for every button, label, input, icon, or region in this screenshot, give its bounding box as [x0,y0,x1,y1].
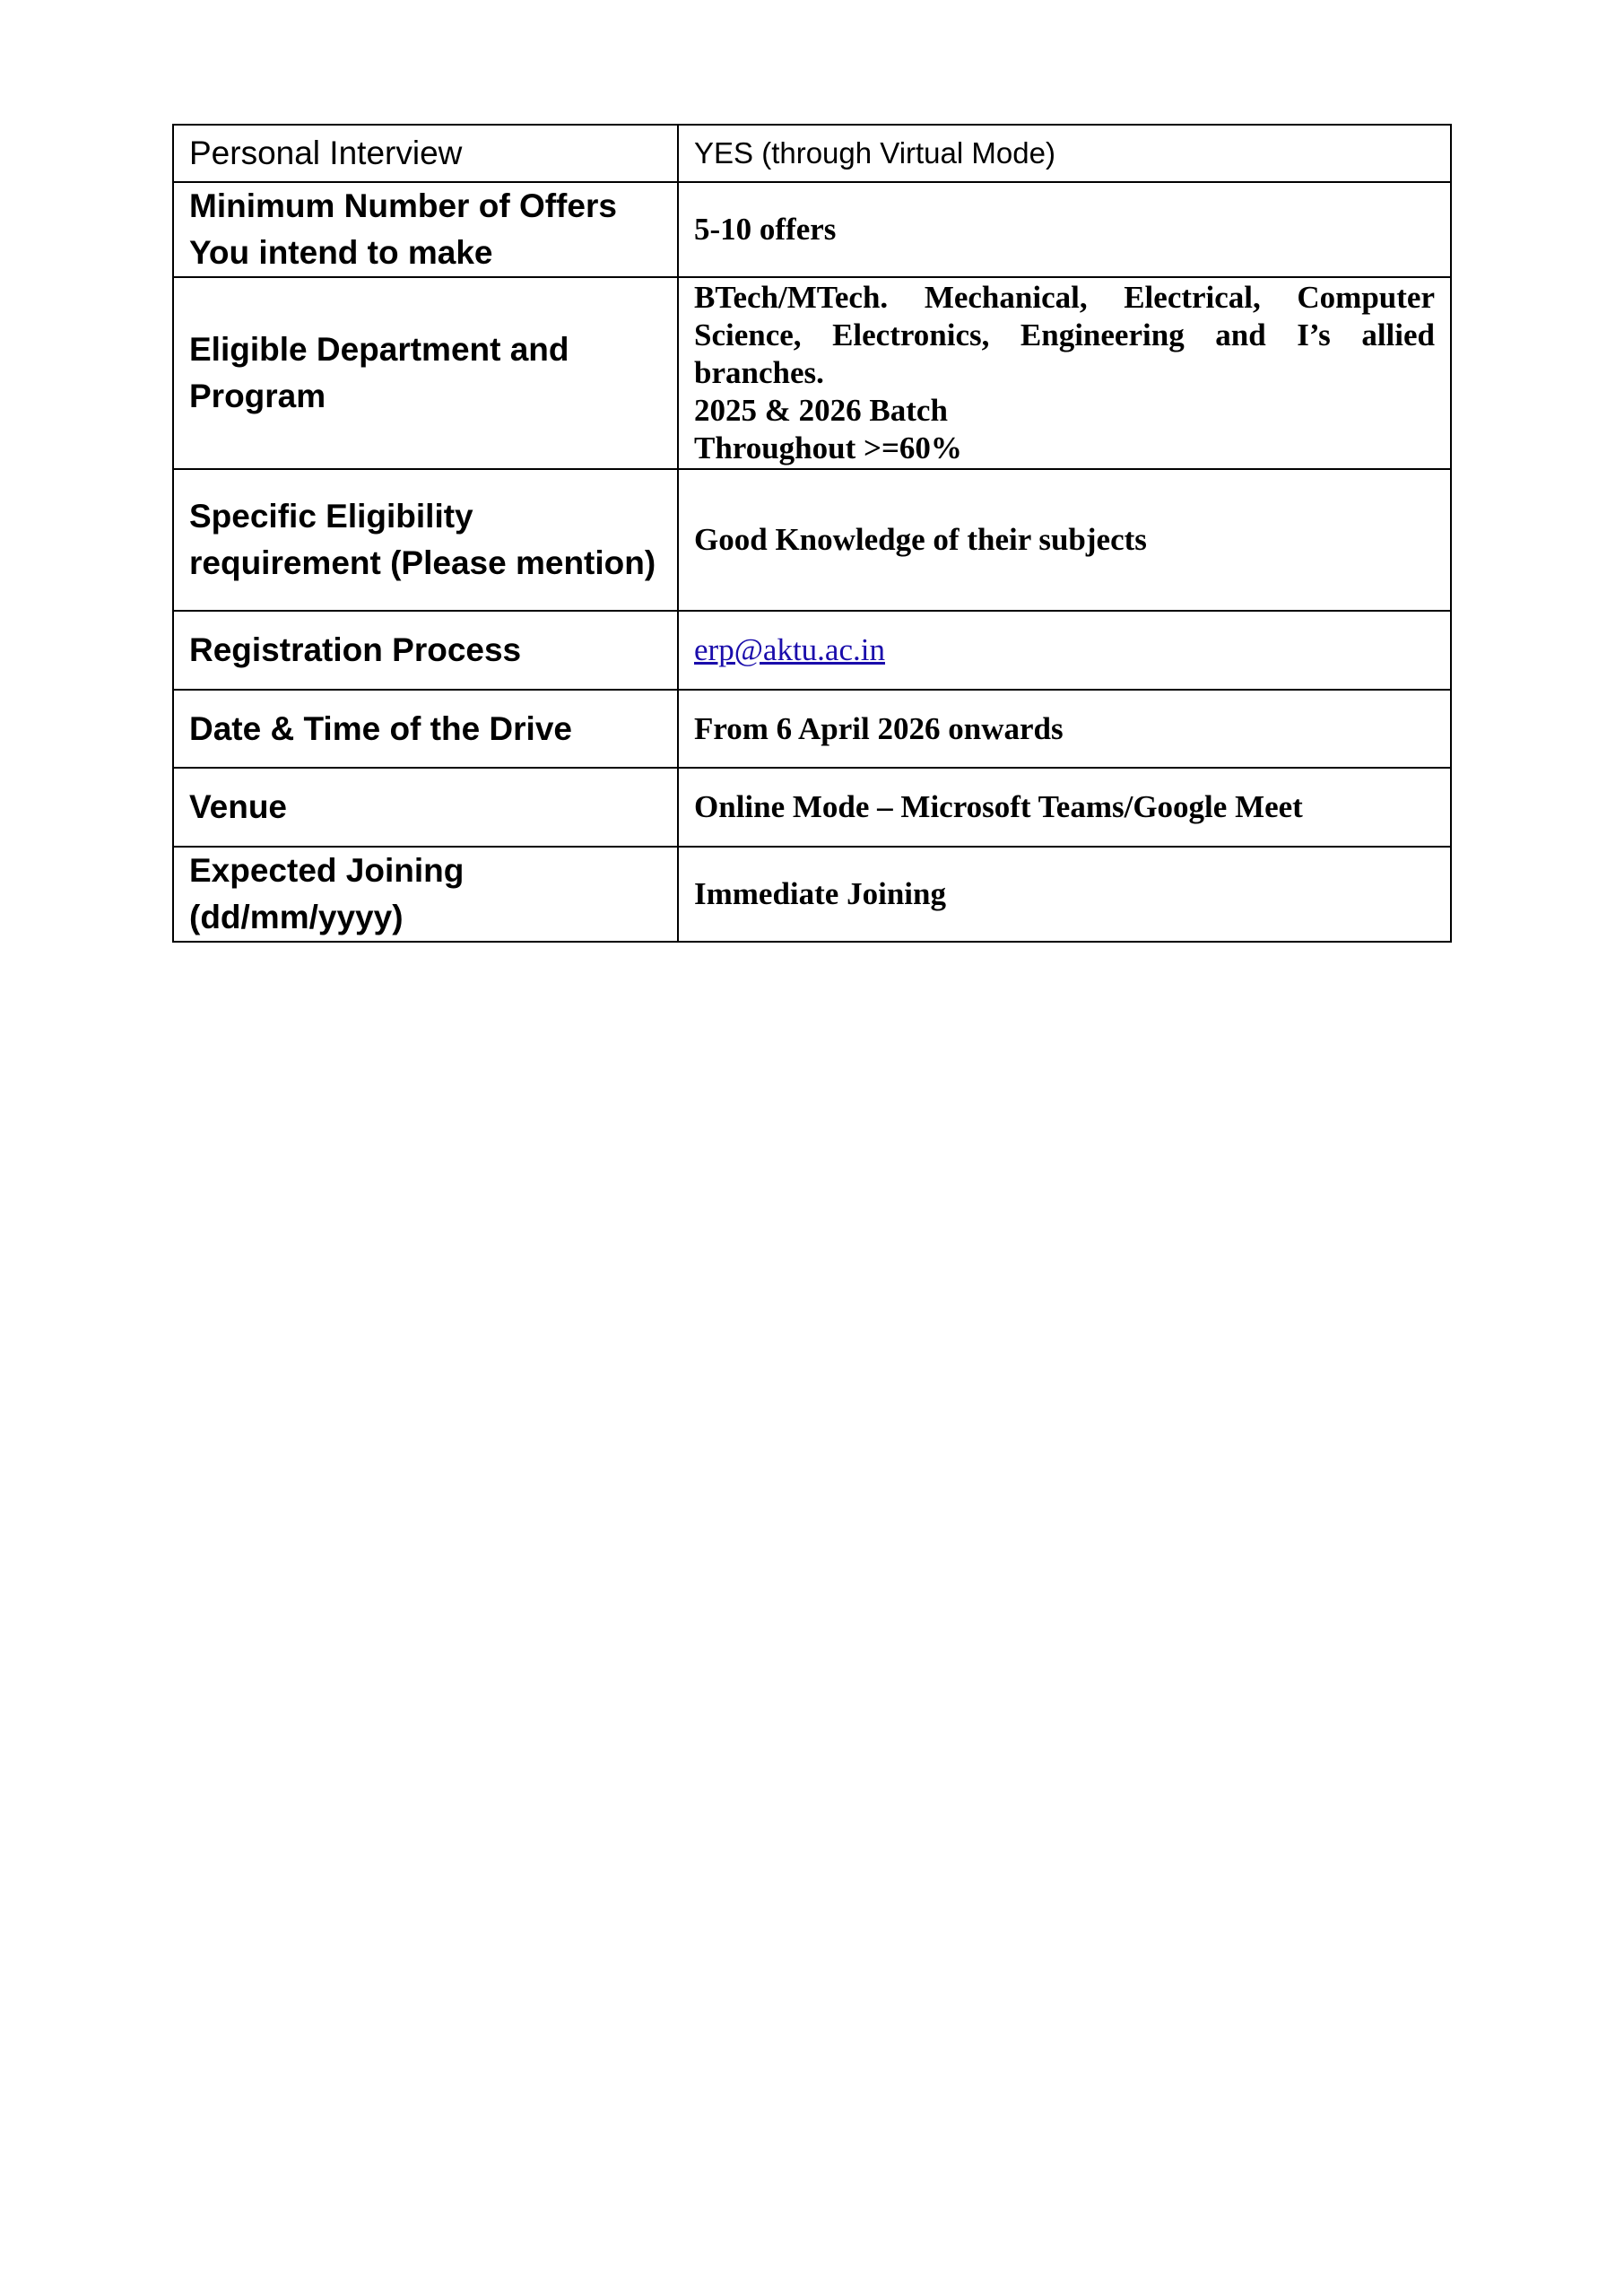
eligible-branches-line-1: BTech/MTech. Mechanical, Electrical, Computer [694,280,1435,315]
row-label-drive-date: Date & Time of the Drive [173,690,678,768]
eligible-batch-line: 2025 & 2026 Batch [694,393,948,428]
row-value-eligible-department [678,277,1451,469]
table-row [173,125,1451,182]
eligible-branches-line-3: branches. [694,355,824,390]
row-label-venue: Venue [173,768,678,847]
row-label-registration-process: Registration Process [173,611,678,690]
row-value-registration-process [678,611,1451,690]
row-label-minimum-offers: Minimum Number of Offers You intend to make [173,182,678,277]
eligible-percentage-line: Throughout >=60% [694,430,962,465]
row-label-personal-interview: Personal Interview [173,125,678,182]
row-value-drive-date: From 6 April 2026 onwards [678,690,1451,768]
drive-details-table [172,124,1452,943]
row-value-expected-joining: Immediate Joining [678,847,1451,942]
row-value-personal-interview: YES (through Virtual Mode) [678,125,1451,182]
registration-email-link[interactable]: erp@aktu.ac.in [694,632,885,667]
table-row [173,690,1451,768]
row-label-eligible-department: Eligible Department and Program [173,277,678,469]
table-row [173,469,1451,611]
table-row [173,182,1451,277]
row-label-expected-joining: Expected Joining (dd/mm/yyyy) [173,847,678,942]
row-value-specific-eligibility: Good Knowledge of their subjects [678,469,1451,611]
table-row [173,847,1451,942]
table-row [173,768,1451,847]
table-row [173,611,1451,690]
eligible-branches-line-2: Science, Electronics, Engineering and I’s allied [694,317,1435,352]
row-label-specific-eligibility: Specific Eligibility requirement (Please mention) [173,469,678,611]
table-row [173,277,1451,469]
row-value-venue: Online Mode – Microsoft Teams/Google Meet [678,768,1451,847]
row-value-minimum-offers: 5-10 offers [678,182,1451,277]
